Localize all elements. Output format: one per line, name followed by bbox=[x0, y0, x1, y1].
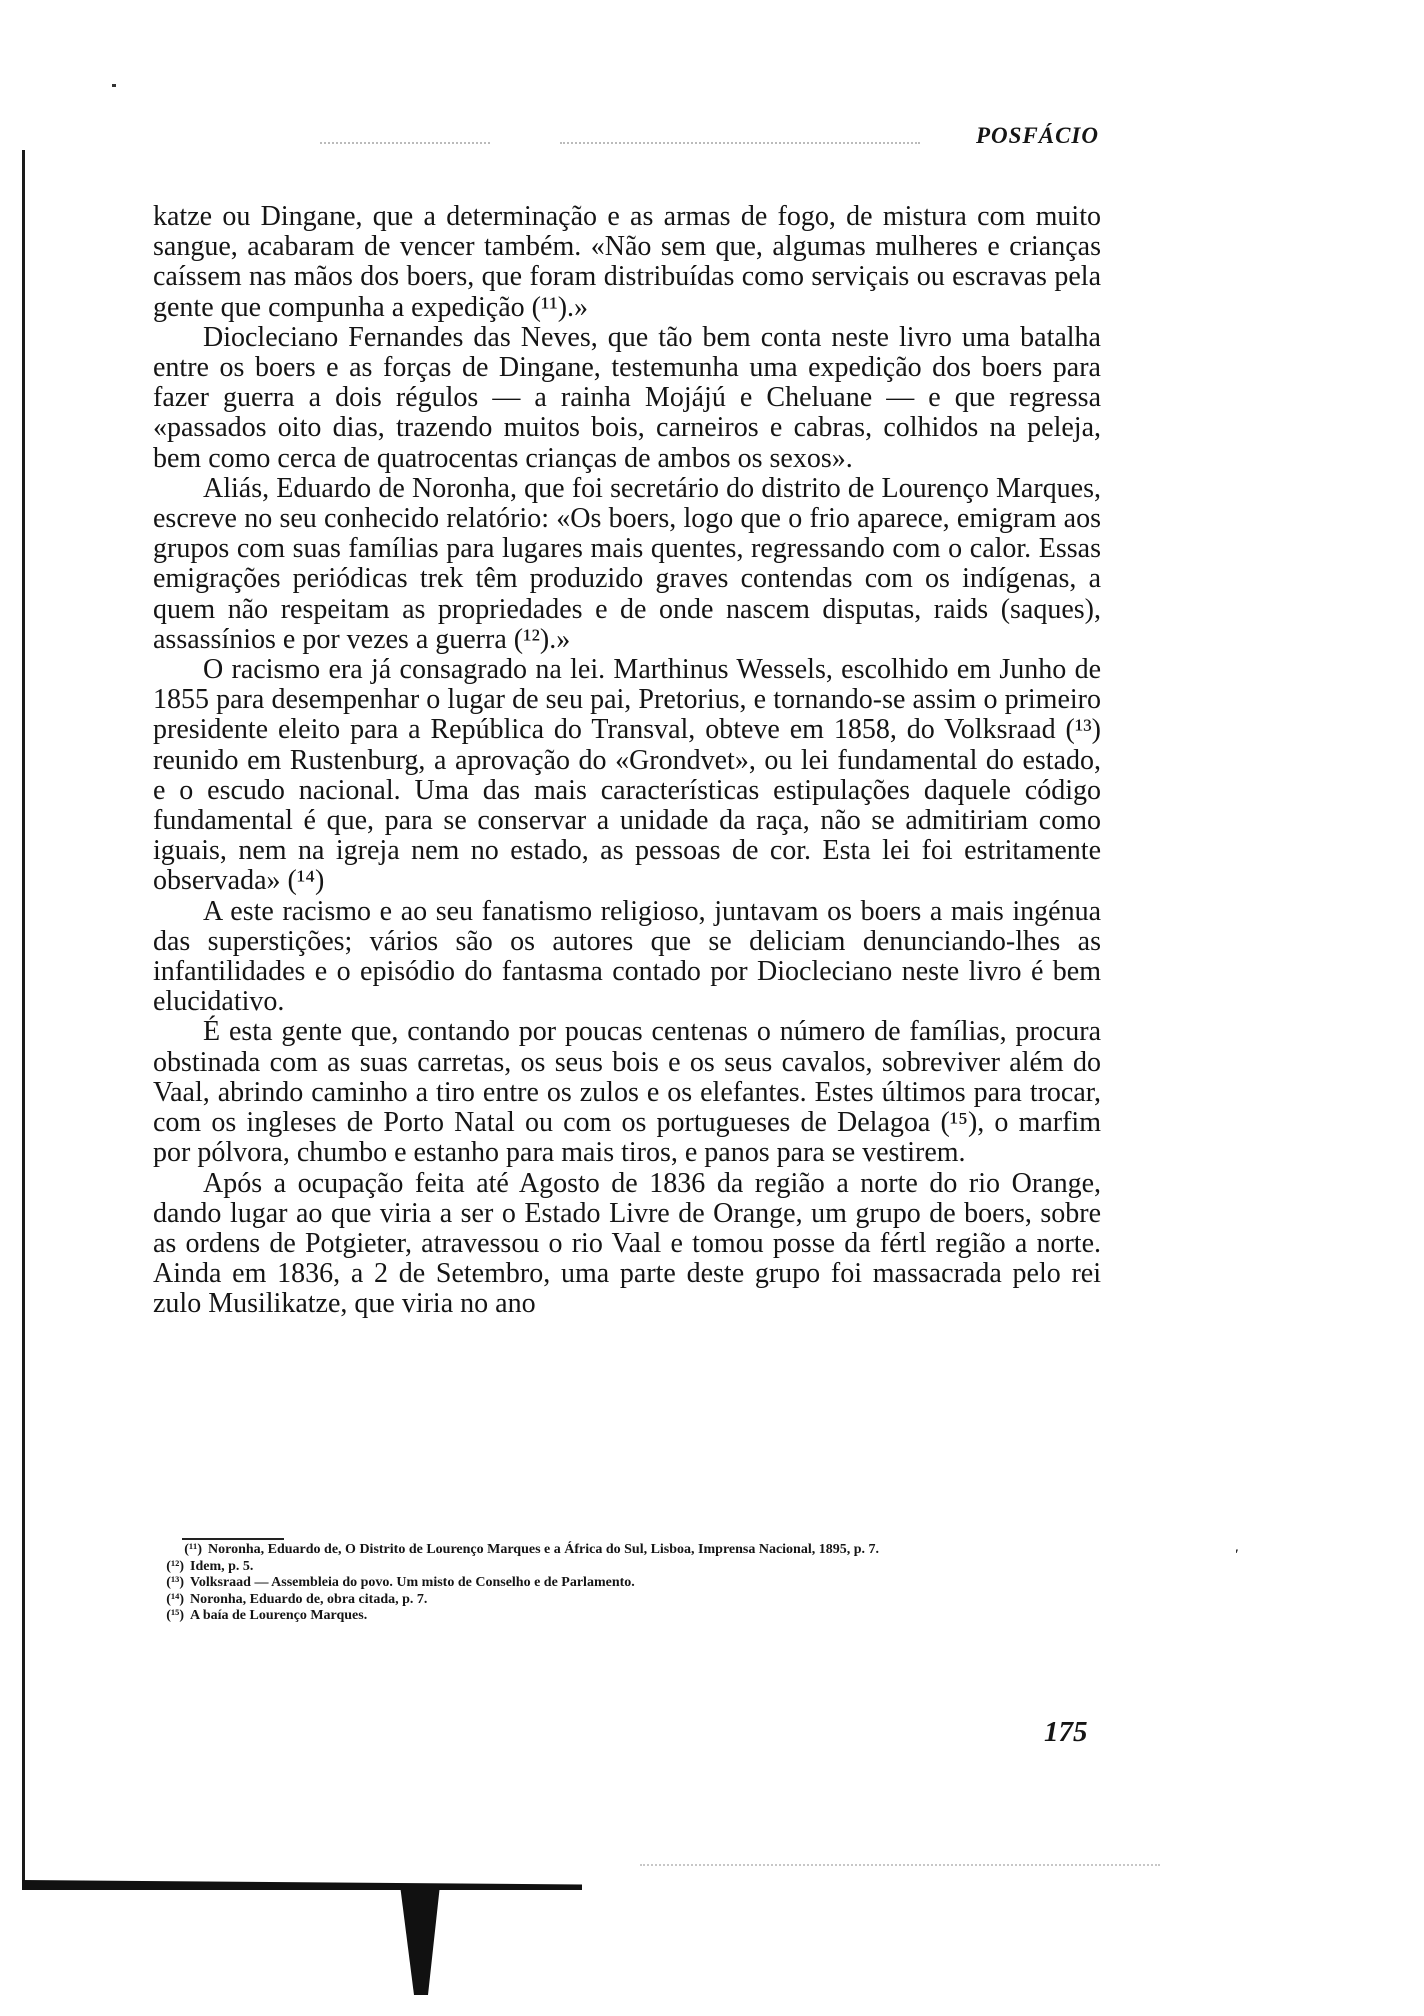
scan-left-edge bbox=[22, 150, 25, 1885]
footnote bbox=[146, 1592, 986, 1609]
footnote bbox=[146, 1559, 986, 1576]
scan-speck bbox=[112, 84, 116, 87]
scan-bottom-edge bbox=[22, 1880, 582, 1890]
footnote bbox=[146, 1575, 986, 1592]
page-number: 175 bbox=[1044, 1716, 1088, 1748]
paragraph: O racismo era já consagrado na lei. Marthinus Wessels, escolhido em Junho de 1855 para desempenhar o lugar de seu pai, Pretorius, e tornando-se assim o primeiro presidente eleito para a República do Transval, obteve em 1858, do Volksraad (¹³) reunido em Rustenburg, a aprovação do «Grondvet», ou lei fundamental do estado, e o escudo nacional. Uma das mais características estipulações daquele código fundamental é que, para se conservar a unidade da raça, não se admitiriam como iguais, nem na igreja nem no estado, as pessoas de cor. Esta lei foi estritamente observada» (¹⁴) bbox=[153, 654, 1101, 897]
footnotes bbox=[146, 1542, 986, 1625]
running-header: POSFÁCIO bbox=[975, 123, 1099, 148]
footnote-number: (¹⁴) bbox=[166, 1591, 184, 1607]
footnote bbox=[146, 1608, 986, 1625]
footnote-number: (¹¹) bbox=[184, 1542, 202, 1557]
footnote bbox=[146, 1542, 986, 1559]
body-text bbox=[153, 202, 1101, 1320]
paragraph: Aliás, Eduardo de Noronha, que foi secretário do distrito de Lourenço Marques, escreve no seu conhecido relatório: «Os boers, logo que o frio aparece, emigram aos grupos com suas famílias para lugares mais quentes, regressando com o calor. Essas emigrações periódicas trek têm produzido graves contendas com os indígenas, a quem não respeitam as propriedades e de onde nascem disputas, raids (saques), assassínios e por vezes a guerra (¹²).» bbox=[153, 472, 1101, 655]
footnote-text: Volksraad — Assembleia do povo. Um misto de Conselho e de Parlamento. bbox=[190, 1575, 635, 1590]
footnote-text: Noronha, Eduardo de, O Distrito de Lourenço Marques e a África do Sul, Lisboa, Imprensa Nacional, 1895, p. 7. bbox=[208, 1542, 880, 1557]
scan-dots-top-left bbox=[320, 142, 490, 146]
scan-bottom-wedge bbox=[400, 1885, 440, 1995]
scan-dots-top-right bbox=[560, 142, 920, 146]
scan-dots-bottom bbox=[640, 1864, 1160, 1866]
footnote-number: (¹²) bbox=[166, 1558, 184, 1574]
paragraph: Diocleciano Fernandes das Neves, que tão bem conta neste livro uma batalha entre os boers e as forças de Dingane, testemunha uma expedição dos boers para fazer guerra a dois régulos — a rainha Mojájú e Cheluane — e que regressa «passados oito dias, trazendo muitos bois, carneiros e cabras, colhidos na peleja, bem como cerca de quatrocentas crianças de ambos os sexos». bbox=[153, 321, 1101, 474]
paragraph: Após a ocupação feita até Agosto de 1836 da região a norte do rio Orange, dando lugar ao que viria a ser o Estado Livre de Orange, um grupo de boers, sobre as ordens de Potgieter, atravessou o rio Vaal e tomou posse da fértl região a norte. Ainda em 1836, a 2 de Setembro, uma parte deste grupo foi massacrada pelo rei zulo Musilikatze, que viria no ano bbox=[153, 1167, 1101, 1320]
footnote-number: (¹³) bbox=[166, 1575, 184, 1590]
footnote-rule bbox=[182, 1538, 284, 1540]
margin-mark: ' bbox=[1234, 1547, 1239, 1563]
footnote-text: Noronha, Eduardo de, obra citada, p. 7. bbox=[190, 1591, 428, 1607]
paragraph: É esta gente que, contando por poucas centenas o número de famílias, procura obstinada com as suas carretas, os seus bois e os seus cavalos, sobreviver além do Vaal, abrindo caminho a tiro entre os zulos e os elefantes. Estes últimos para trocar, com os ingleses de Porto Natal ou com os portugueses de Delagoa (¹⁵), o marfim por pólvora, chumbo e estanho para mais tiros, e panos para se vestirem. bbox=[153, 1016, 1101, 1169]
footnote-text: A baía de Lourenço Marques. bbox=[190, 1608, 368, 1623]
footnote-text: Idem, p. 5. bbox=[190, 1558, 254, 1574]
paragraph: A este racismo e ao seu fanatismo religioso, juntavam os boers a mais ingénua das superstições; vários são os autores que se deliciam denunciando-lhes as infantilidades e o episódio do fantasma contado por Diocleciano neste livro é bem elucidativo. bbox=[153, 895, 1101, 1018]
paragraph: katze ou Dingane, que a determinação e as armas de fogo, de mistura com muito sangue, acabaram de vencer também. «Não sem que, algumas mulheres e crianças caíssem nas mãos dos boers, que foram distribuídas como serviçais ou escravas pela gente que compunha a expedição (¹¹).» bbox=[153, 201, 1101, 323]
footnote-number: (¹⁵) bbox=[166, 1608, 184, 1623]
